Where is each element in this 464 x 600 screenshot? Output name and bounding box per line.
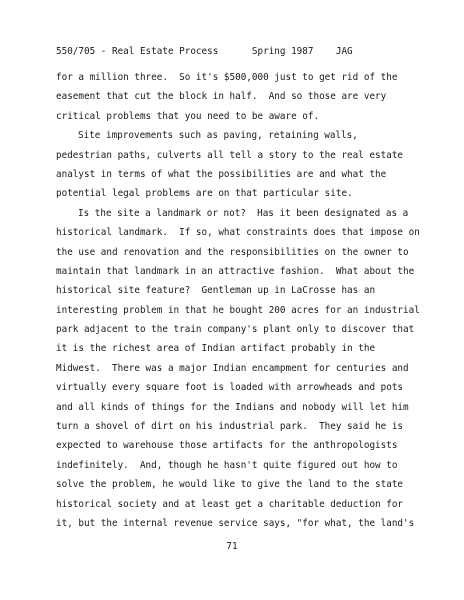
text-line: indefinitely. And, though he hasn't quite figured out how to [56,459,398,471]
text-line: Midwest. There was a major Indian encampment for centuries and [56,362,409,374]
text-line: historical landmark. If so, what constraints does that impose on [56,227,420,239]
text-line: interesting problem in that he bought 200 acres for an industrial [56,304,420,316]
text-line: easement that cut the block in half. And so those are very [56,91,387,103]
running-header: 550/705 - Real Estate Process Spring 1987 JAG [56,46,353,57]
text-line: Is the site a landmark or not? Has it been designated as a [78,207,409,219]
text-line: analyst in terms of what the possibilities are and what the [56,168,387,180]
text-line: solve the problem, he would like to give the land to the state [56,479,404,491]
text-line: maintain that landmark in an attractive fashion. What about the [56,265,415,277]
text-line: and all kinds of things for the Indians and nobody will let him [56,401,409,413]
page-number: 71 [226,541,238,552]
text-line: potential legal problems are on that particular site. [56,188,353,200]
text-line: virtually every square foot is loaded with arrowheads and pots [56,382,404,394]
text-line: park adjacent to the train company's plant only to discover that [56,324,415,336]
text-line: for a million three. So it's $500,000 just to get rid of the [56,72,398,83]
text-line: Site improvements such as paving, retaining walls, [78,130,358,142]
text-line: the use and renovation and the responsibilities on the owner to [56,246,409,258]
body-text [56,68,456,533]
text-line: pedestrian paths, culverts all tell a story to the real estate [56,149,404,161]
text-line: expected to warehouse those artifacts for the anthropologists [56,440,398,452]
text-line: it, but the internal revenue service says, "for what, the land's [56,517,415,529]
text-line: it is the richest area of Indian artifact probably in the [56,343,376,355]
text-line: critical problems that you need to be aware of. [56,110,320,122]
text-line: historical society and at least get a charitable deduction for [56,498,404,510]
text-line: historical site feature? Gentleman up in LaCrosse has an [56,285,376,297]
text-line: turn a shovel of dirt on his industrial park. They said he is [56,421,404,433]
